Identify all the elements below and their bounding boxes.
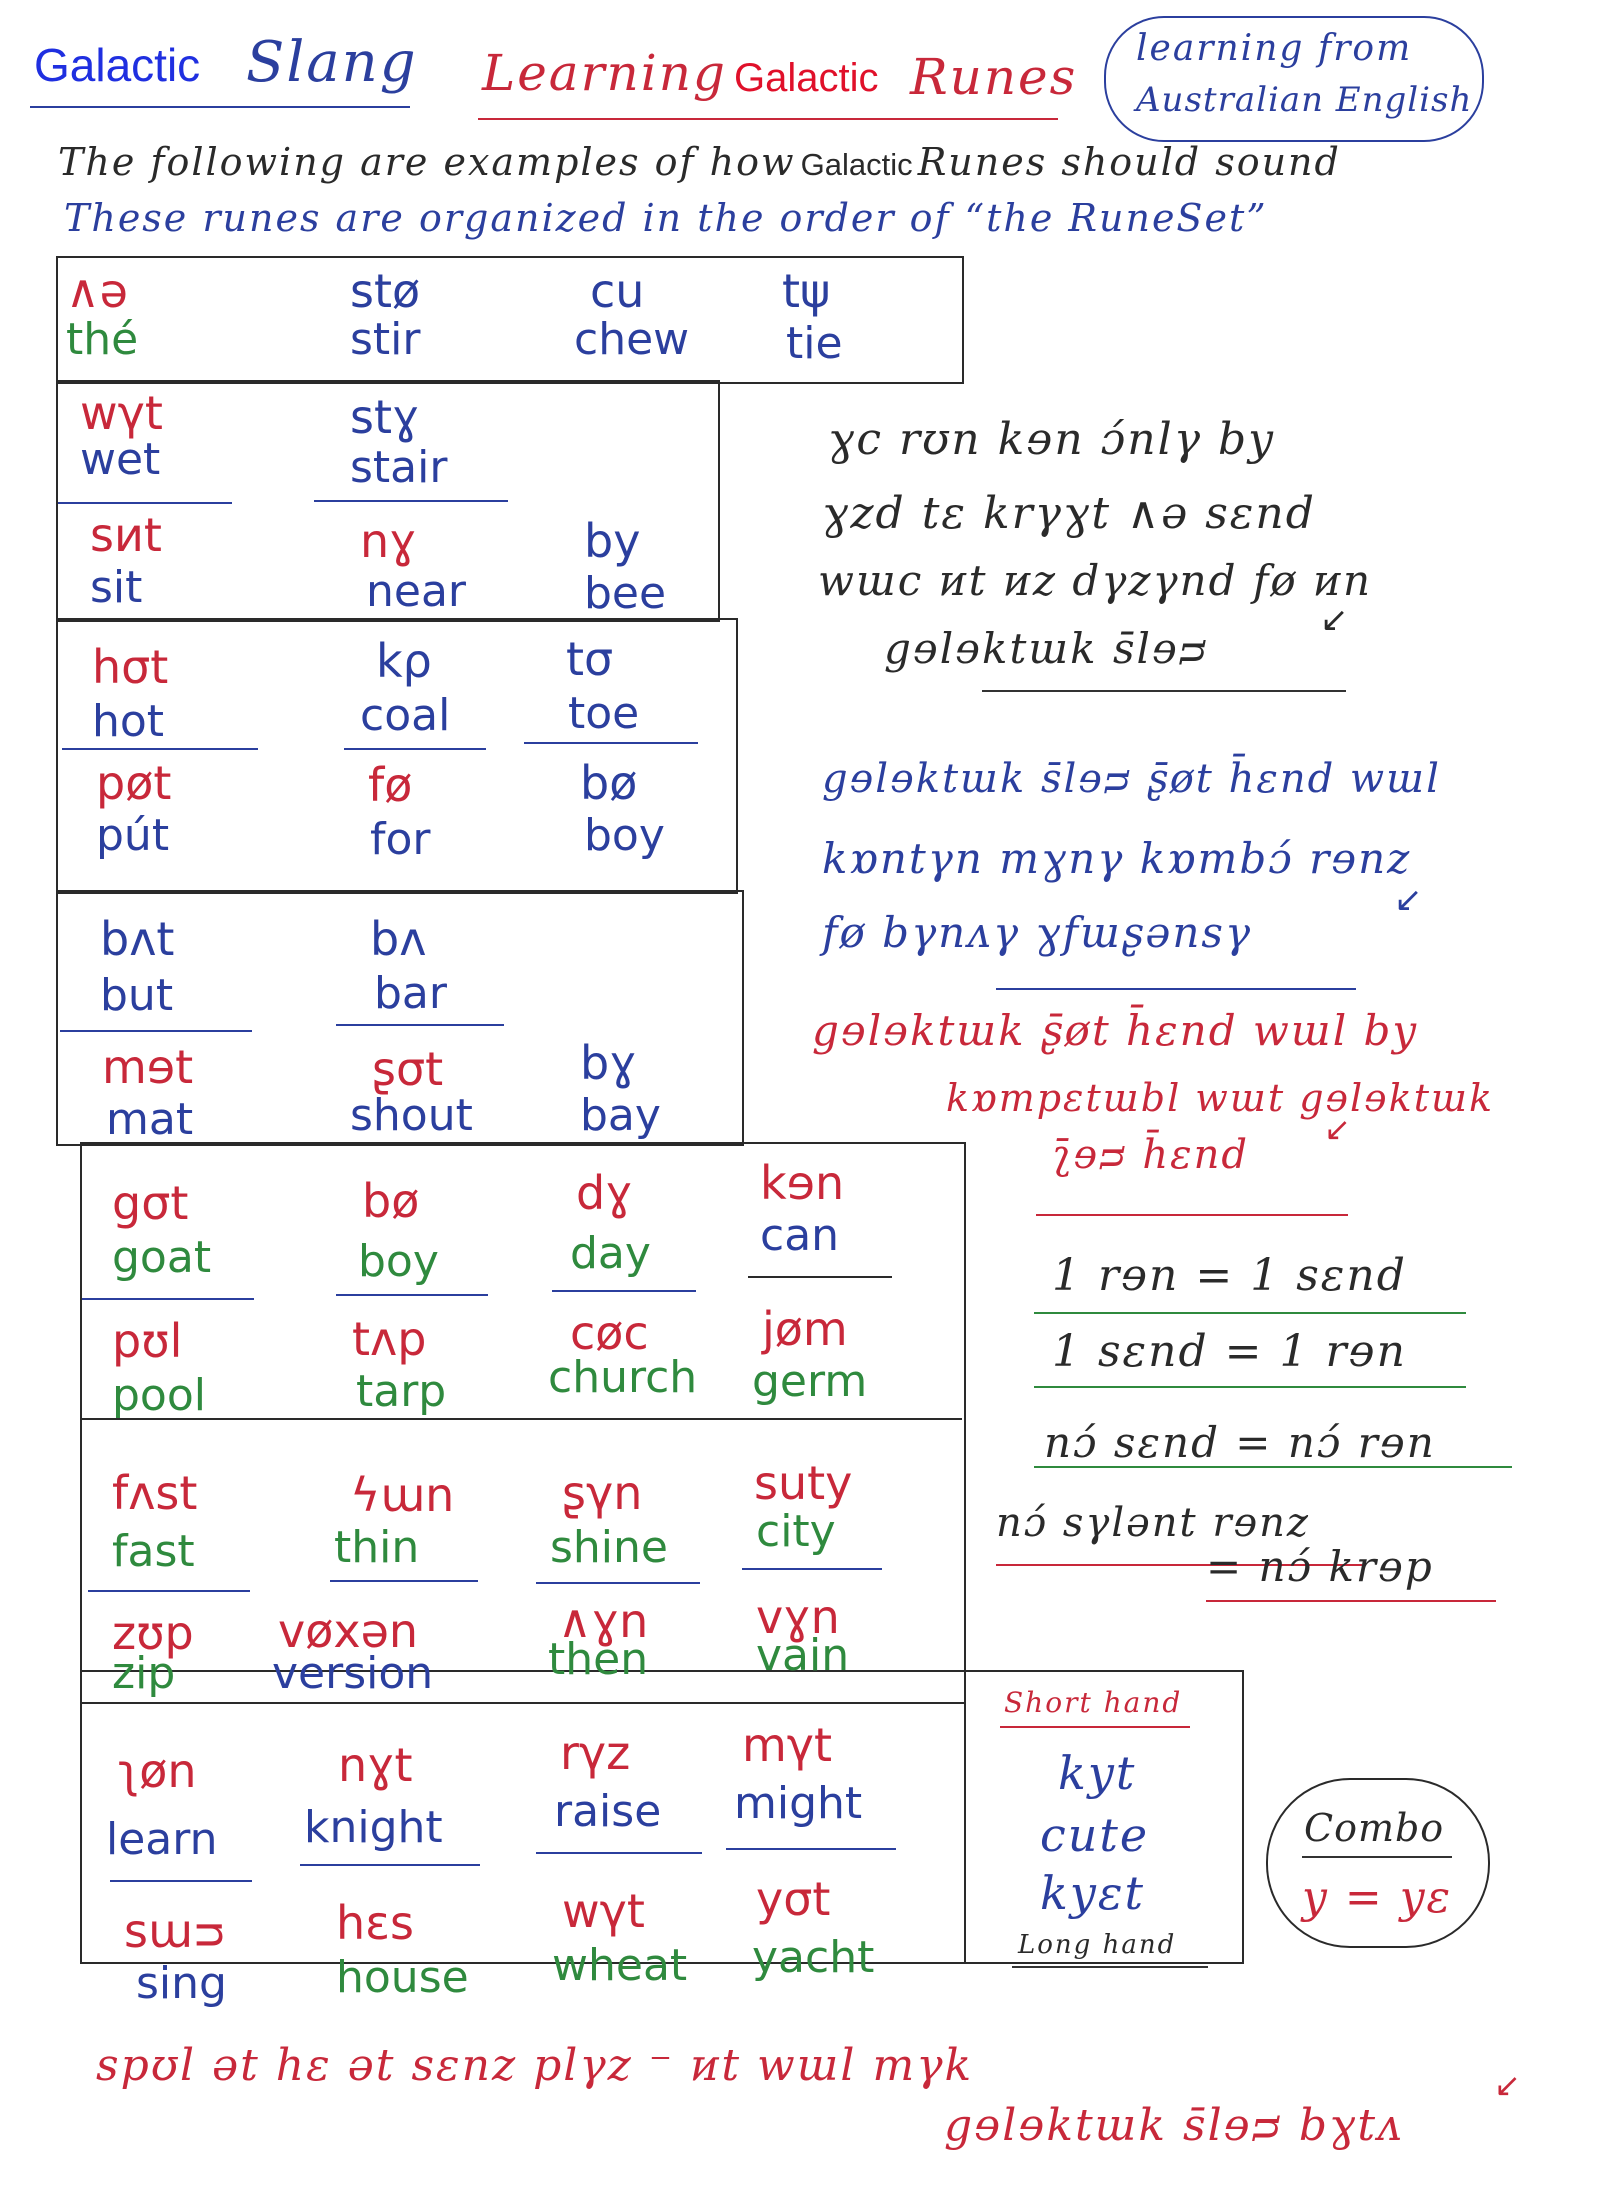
word-cell: day [570,1228,651,1279]
rune-cell: bᴧ [370,912,427,966]
rune-cell: bᴧt [100,912,175,966]
rune-cell: wγt [80,386,163,440]
rule-underline [1206,1600,1496,1602]
cell-underline [314,500,508,502]
rune-cell: pøt [96,756,172,810]
arrow-icon: ↙ [1494,2066,1521,2104]
word-cell: house [336,1952,469,2003]
rune-cell: mγt [742,1718,833,1772]
word-cell: church [548,1352,698,1403]
word-cell: stair [350,442,448,493]
note-divider [1036,1214,1348,1216]
shorthand-label: Short hand [1004,1686,1183,1719]
word-cell: vain [756,1630,850,1681]
badge-learning-from [1104,16,1484,142]
shorthand-label-underline [1000,1726,1190,1728]
word-cell: tarp [356,1366,447,1417]
rule-3: nɔ́ sɛnd = nɔ́ rɘn [1044,1418,1436,1467]
rune-cell: nɣt [338,1738,413,1792]
rune-cell: suty [754,1456,853,1510]
rune-cell: vɣn [756,1590,840,1644]
note-line: gɘlɘktɯk ʂ̄øt h̄ɛnd wɯl by [812,1006,1419,1055]
word-cell: zip [112,1648,176,1699]
word-cell: mat [106,1094,194,1145]
note-line: gɘlɘktɯk s̄lɘᴝ ʂ̄øt h̄ɛnd wɯl [822,756,1441,802]
cell-underline [748,1276,892,1278]
arrow-icon: ↙ [1324,1110,1351,1148]
cell-underline [742,1568,882,1570]
word-cell: bar [374,968,447,1019]
combo-title: Combo [1304,1806,1445,1850]
note-line: fø bγnᴧγ ɣfɯʂənsγ [822,908,1253,957]
rune-cell: ∧ɣn [558,1594,649,1648]
badge-line2: Australian English [1136,80,1473,120]
rune-cell: yσt [756,1872,831,1926]
title-galactic: Galactic [34,39,201,91]
word-cell: for [370,814,431,865]
word-cell: germ [752,1356,868,1407]
rune-cell: bɣ [580,1036,637,1090]
arrow-icon: ↙ [1394,880,1423,920]
rule-2: 1 sɛnd = 1 rɘn [1052,1326,1407,1377]
shorthand-rune: kyt [1058,1746,1137,1800]
word-cell: stir [350,314,421,365]
rune-cell: nɣ [360,514,417,568]
cell-underline [88,1590,250,1592]
rune-cell: bø [580,756,638,810]
rule-4a: nɔ́ sγlənt rɘnz [996,1500,1310,1546]
note-line: wɯc ᴎt ᴎz dγzγnd fø ᴎn [818,556,1373,605]
note-line: ɣzd tɛ krγɣt ∧ə sɛnd [822,488,1316,539]
intro-line1-a: The following are examples of how [58,140,796,184]
word-cell: sing [136,1958,227,2009]
intro-line2: These runes are organized in the order of “the RuneSet” [64,196,1268,240]
rune-cell: fø [368,758,413,812]
title-slang: Slang [246,30,418,95]
longhand-label: Long hand [1018,1930,1177,1960]
cell-underline [536,1852,702,1854]
rune-cell: ϟɯn [350,1468,455,1522]
word-cell: thé [66,314,139,365]
cell-underline [58,502,232,504]
word-cell: then [548,1634,649,1685]
cell-underline [536,1582,700,1584]
rule-4b: = nɔ́ krɘp [1206,1542,1434,1591]
badge-line1: learning from [1136,28,1413,69]
cell-underline [344,748,486,750]
title-underline [30,106,410,108]
rune-cell: hσt [92,640,169,694]
arrow-icon: ↙ [1320,600,1349,640]
title-galactic-red: Galactic [734,56,879,100]
word-cell: fast [112,1526,195,1577]
title-learning: Learning [482,44,727,102]
rule-underline [1034,1466,1512,1468]
word-cell: raise [554,1786,662,1837]
rune-cell: pʊl [112,1314,183,1368]
word-cell: sit [90,562,143,613]
rune-cell: cu [590,264,645,318]
word-cell: bee [584,568,667,619]
rune-cell: sᴎt [90,508,162,562]
rune-cell: gσt [112,1176,189,1230]
word-cell: knight [304,1802,443,1853]
note-divider [996,988,1356,990]
rune-cell: fᴧst [112,1466,198,1520]
cell-underline [60,1030,252,1032]
rune-cell: bø [362,1174,420,1228]
rune-cell: tσ [566,632,614,686]
rune-cell: ∧ə [66,264,128,318]
word-cell: pút [96,810,170,861]
rune-cell: jøm [762,1302,848,1356]
rule-underline [1034,1312,1466,1314]
word-cell: hot [92,696,165,747]
word-cell: learn [106,1814,218,1865]
rune-cell: stɣ [350,390,420,444]
word-cell: yacht [752,1932,875,1983]
note-line: kɒmpɛtɯbl wɯt gɘlɘktɯk [946,1076,1495,1120]
combo-formula: y = yɛ [1302,1872,1453,1923]
rune-cell: sɯᴝ [124,1904,227,1958]
title-runes: Runes [910,48,1078,106]
longhand-rune: kyɛt [1040,1866,1146,1920]
combo-title-underline [1302,1856,1452,1858]
cell-underline [552,1290,696,1292]
word-cell: bay [580,1090,661,1141]
word-cell: but [100,970,174,1021]
word-cell: near [366,566,467,617]
rule-1: 1 rɘn = 1 sɛnd [1052,1250,1407,1301]
shorthand-word: cute [1040,1808,1150,1862]
rune-cell: zʊp [112,1606,194,1660]
title-center-underline [478,118,1058,120]
word-cell: can [760,1210,840,1261]
rune-cell: kρ [376,634,432,688]
rune-cell: cøc [570,1306,649,1360]
intro-line1-c: Runes should sound [917,140,1341,184]
word-cell: boy [358,1236,439,1287]
rune-cell: rγz [560,1726,631,1780]
rune-cell: kɘn [760,1156,845,1210]
rune-cell: vøxən [278,1604,419,1658]
cell-underline [726,1848,896,1850]
cell-underline [336,1294,488,1296]
cell-underline [82,1298,254,1300]
word-cell: city [756,1506,836,1557]
combo-badge [1266,1778,1490,1948]
rune-cell: dɣ [576,1166,633,1220]
rune-cell: ʂγn [562,1466,643,1520]
cell-underline [62,748,258,750]
note-line: gɘlɘktɯk s̄lɘᴝ [884,624,1209,673]
rune-cell: tψ [782,264,831,318]
word-cell: goat [112,1232,212,1283]
rune-cell: by [584,514,641,568]
note-line: ʅ̄ɘᴝ h̄ɛnd [1052,1132,1249,1178]
word-cell: wet [80,434,161,485]
word-cell: shout [350,1090,473,1141]
cell-underline [300,1864,480,1866]
word-cell: shine [550,1522,668,1573]
intro-line1-b: Galactic [800,147,913,182]
rune-cell: ʅøn [118,1744,197,1798]
word-cell: pool [112,1370,206,1421]
longhand-label-underline [1012,1966,1208,1968]
rune-cell: tᴧp [352,1312,427,1366]
footer-line1: spʊl ət hɛ ət sɛnz plγz ⁻ ᴎt wɯl mγk [96,2040,974,2091]
rune-cell: ʂσt [372,1042,444,1096]
word-cell: boy [584,810,665,861]
footer-line2: gɘlɘktɯk s̄lɘᴝ bɣtᴧ [944,2100,1404,2151]
grid-row6-divider [80,1418,962,1420]
word-cell: version [272,1648,434,1699]
rune-cell: wγt [562,1884,645,1938]
word-cell: wheat [552,1940,688,1991]
word-cell: coal [360,690,451,741]
intro-line1 [58,140,1341,184]
cell-underline [336,1024,504,1026]
word-cell: thin [334,1522,420,1573]
word-cell: tie [786,318,843,369]
word-cell: might [734,1778,863,1829]
note-line: kɒntγn mɣnγ kɒmbɔ́ rɘnz [822,834,1412,883]
rune-cell: hɛs [336,1896,414,1950]
cell-underline [330,1580,478,1582]
rune-cell: mɘt [102,1040,194,1094]
note-divider [982,690,1346,692]
page-header [0,0,1600,130]
cell-underline [110,1880,252,1882]
word-cell: chew [574,314,690,365]
rune-cell: stø [350,264,421,318]
rule-underline [1034,1386,1466,1388]
note-line: ɣc rʊn kɘn ɔ́nlγ by [828,414,1276,465]
word-cell: toe [568,688,640,739]
cell-underline [524,742,698,744]
